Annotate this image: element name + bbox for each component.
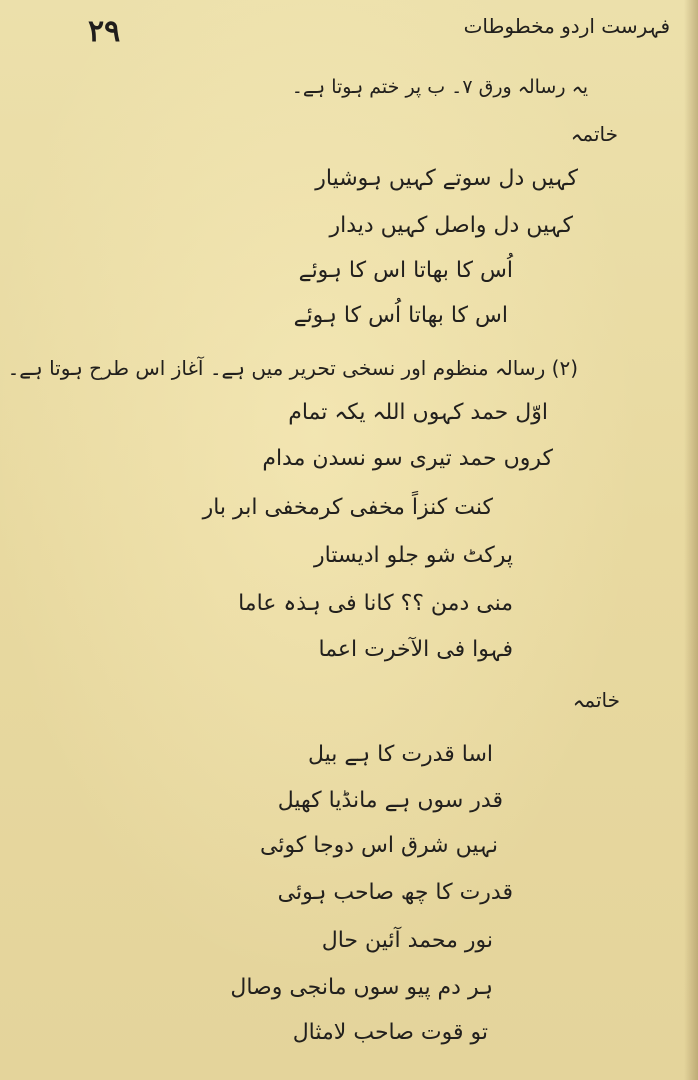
verse-line: اُس کا بھاتا اس کا ہوئے bbox=[298, 258, 513, 283]
verse-line: اوّل حمد کہوں اللہ یکہ تمام bbox=[288, 400, 548, 425]
section-description: (۲) رسالہ منظوم اور نسخی تحریر میں ہے۔ آغاز اس طرح ہوتا ہے۔ bbox=[7, 356, 578, 380]
verse-line: پرکٹ شو جلو ادیستار bbox=[314, 543, 513, 568]
verse-line: اسا قدرت کا ہے بیل bbox=[307, 742, 493, 767]
verse-line: قدر سوں ہے مانڈیا کھیل bbox=[277, 788, 503, 813]
verse-line: منی دمن ؟؟ کانا فی ہذہ عاما bbox=[238, 591, 513, 616]
verse-line: ہر دم پیو سوں مانجی وصال bbox=[230, 975, 493, 1000]
section-heading: خاتمہ bbox=[570, 122, 618, 146]
verse-line: فہوا فی الآخرت اعما bbox=[318, 637, 513, 662]
running-head: فہرست اردو مخطوطات bbox=[463, 14, 670, 38]
verse-line: نور محمد آئین حال bbox=[321, 928, 493, 953]
verse-line: کروں حمد تیری سو نسدن مدام bbox=[262, 446, 553, 471]
verse-line: اس کا بھاتا اُس کا ہوئے bbox=[293, 303, 508, 328]
verse-line: کہیں دل سوتے کہیں ہوشیار bbox=[315, 166, 578, 191]
section-heading: خاتمہ bbox=[572, 688, 620, 712]
verse-line: کہیں دل واصل کہیں دیدار bbox=[329, 213, 573, 238]
verse-line: کنت کنزاً مخفی کرمخفی ابر بار bbox=[202, 495, 493, 520]
verse-line: قدرت کا چھ صاحب ہوئی bbox=[277, 880, 513, 905]
verse-line: نہیں شرق اس دوجا کوئی bbox=[259, 833, 498, 858]
intro-line: یہ رسالہ ورق ۷۔ ب پر ختم ہوتا ہے۔ bbox=[291, 76, 588, 98]
page-number: ۲۹ bbox=[88, 14, 121, 49]
verse-line: تو قوت صاحب لامثال bbox=[292, 1020, 488, 1045]
